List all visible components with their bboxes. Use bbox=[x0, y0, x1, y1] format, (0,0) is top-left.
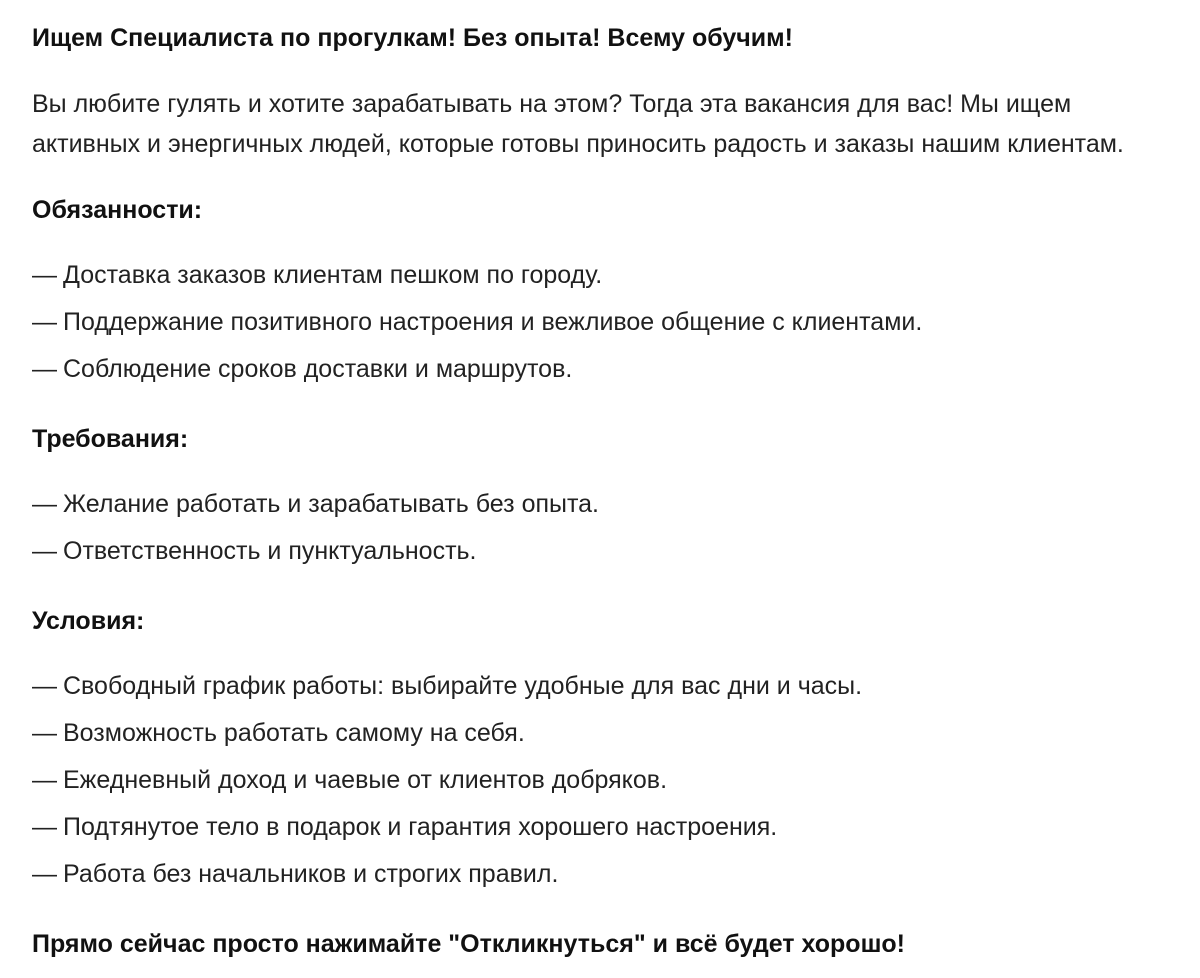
dash-marker: — bbox=[32, 490, 57, 518]
dash-marker: — bbox=[32, 355, 57, 383]
list-item bbox=[32, 299, 1166, 346]
dash-marker: — bbox=[32, 860, 57, 888]
list-item-text: Соблюдение сроков доставки и маршрутов. bbox=[63, 355, 573, 383]
conditions-heading: Условия: bbox=[32, 607, 145, 635]
dash-marker: — bbox=[32, 537, 57, 565]
list-item-text: Желание работать и зарабатывать без опыта. bbox=[63, 490, 599, 518]
list-item bbox=[32, 481, 1166, 528]
list-item-text: Возможность работать самому на себя. bbox=[63, 719, 525, 747]
list-item bbox=[32, 252, 1166, 299]
list-item-text: Ежедневный доход и чаевые от клиентов добряков. bbox=[63, 766, 668, 794]
dash-marker: — bbox=[32, 672, 57, 700]
list-item-text: Доставка заказов клиентам пешком по городу. bbox=[63, 261, 603, 289]
list-item bbox=[32, 804, 1166, 851]
list-item-text: Поддержание позитивного настроения и вежливое общение с клиентами. bbox=[63, 308, 923, 336]
list-item-text: Свободный график работы: выбирайте удобные для вас дни и часы. bbox=[63, 672, 863, 700]
requirements-list bbox=[32, 481, 1166, 575]
list-item bbox=[32, 757, 1166, 804]
list-item bbox=[32, 346, 1166, 393]
list-item bbox=[32, 663, 1166, 710]
dash-marker: — bbox=[32, 813, 57, 841]
dash-marker: — bbox=[32, 261, 57, 289]
dash-marker: — bbox=[32, 766, 57, 794]
duties-heading: Обязанности: bbox=[32, 196, 203, 224]
duties-list bbox=[32, 252, 1166, 393]
dash-marker: — bbox=[32, 308, 57, 336]
list-item-text: Работа без начальников и строгих правил. bbox=[63, 860, 559, 888]
conditions-list bbox=[32, 663, 1166, 898]
call-to-action: Прямо сейчас просто нажимайте "Откликнуться" и всё будет хорошо! bbox=[32, 930, 905, 958]
requirements-heading: Требования: bbox=[32, 425, 189, 453]
list-item bbox=[32, 528, 1166, 575]
post-title: Ищем Специалиста по прогулкам! Без опыта! Всему обучим! bbox=[32, 24, 793, 52]
list-item-text: Подтянутое тело в подарок и гарантия хорошего настроения. bbox=[63, 813, 778, 841]
post-intro: Вы любите гулять и хотите зарабатывать на этом? Тогда эта вакансия для вас! Мы ищем активных и энергичных людей, которые готовы приносить радость и заказы нашим клиентам. bbox=[32, 90, 1124, 158]
dash-marker: — bbox=[32, 719, 57, 747]
list-item-text: Ответственность и пунктуальность. bbox=[63, 537, 477, 565]
list-item bbox=[32, 851, 1166, 898]
list-item bbox=[32, 710, 1166, 757]
